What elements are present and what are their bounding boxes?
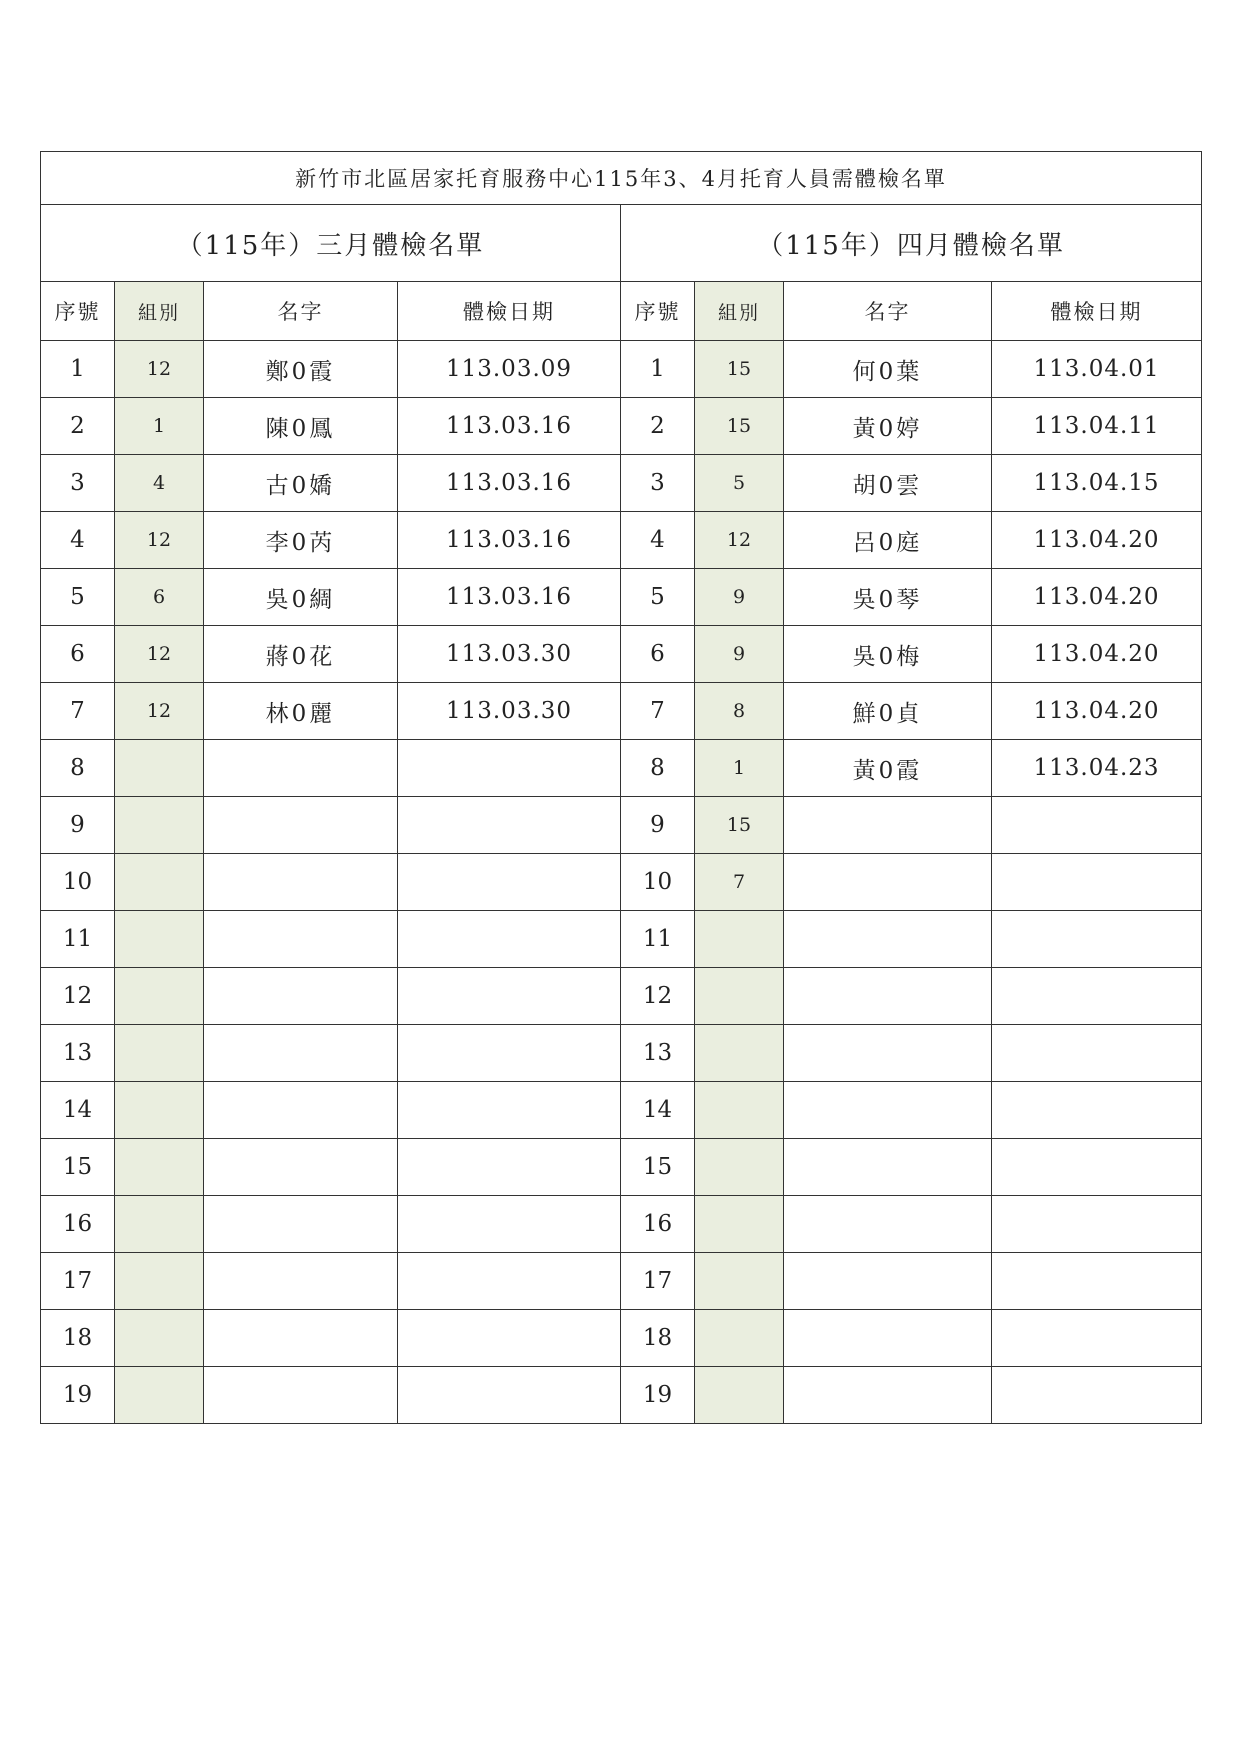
march-seq-cell: 16 (41, 1196, 115, 1253)
table-row (41, 1253, 1202, 1310)
march-date-cell (398, 797, 621, 854)
march-group-cell (115, 1139, 204, 1196)
march-seq-cell: 8 (41, 740, 115, 797)
march-group-cell: 12 (115, 512, 204, 569)
march-name-cell (204, 1367, 398, 1424)
april-group-cell: 9 (695, 626, 784, 683)
april-date-cell: 113.04.23 (992, 740, 1202, 797)
april-seq-cell: 9 (621, 797, 695, 854)
april-date-cell (992, 1367, 1202, 1424)
march-group-cell: 12 (115, 341, 204, 398)
table-row (41, 683, 1202, 740)
exam-list-table (40, 151, 1202, 1424)
april-name-cell (784, 1253, 992, 1310)
april-seq-cell: 13 (621, 1025, 695, 1082)
march-group-cell: 12 (115, 683, 204, 740)
march-name-cell (204, 1196, 398, 1253)
march-name-header: 名字 (204, 282, 398, 341)
april-group-cell (695, 1310, 784, 1367)
march-seq-cell: 15 (41, 1139, 115, 1196)
march-group-cell: 6 (115, 569, 204, 626)
april-group-cell: 7 (695, 854, 784, 911)
april-date-cell (992, 854, 1202, 911)
april-seq-cell: 7 (621, 683, 695, 740)
march-seq-cell: 18 (41, 1310, 115, 1367)
april-seq-cell: 8 (621, 740, 695, 797)
document-title: 新竹市北區居家托育服務中心115年3、4月托育人員需體檢名單 (41, 152, 1202, 205)
april-date-cell: 113.04.01 (992, 341, 1202, 398)
april-name-cell: 黃0霞 (784, 740, 992, 797)
april-seq-cell: 15 (621, 1139, 695, 1196)
table-row (41, 626, 1202, 683)
march-seq-cell: 9 (41, 797, 115, 854)
march-group-cell (115, 968, 204, 1025)
march-date-cell (398, 1310, 621, 1367)
april-seq-cell: 18 (621, 1310, 695, 1367)
column-header-row (41, 282, 1202, 341)
table-row (41, 854, 1202, 911)
april-date-cell (992, 1082, 1202, 1139)
march-seq-cell: 11 (41, 911, 115, 968)
april-name-cell: 吳0梅 (784, 626, 992, 683)
title-row (41, 152, 1202, 205)
april-seq-cell: 5 (621, 569, 695, 626)
april-name-cell: 呂0庭 (784, 512, 992, 569)
april-seq-cell: 17 (621, 1253, 695, 1310)
march-group-cell (115, 1025, 204, 1082)
april-seq-cell: 11 (621, 911, 695, 968)
march-date-cell: 113.03.16 (398, 455, 621, 512)
april-date-cell (992, 1310, 1202, 1367)
april-name-header: 名字 (784, 282, 992, 341)
march-name-cell (204, 1139, 398, 1196)
march-group-cell (115, 911, 204, 968)
march-name-cell (204, 911, 398, 968)
april-date-cell (992, 1253, 1202, 1310)
march-name-cell (204, 740, 398, 797)
march-name-cell (204, 854, 398, 911)
march-date-cell (398, 854, 621, 911)
march-group-cell (115, 1310, 204, 1367)
april-group-cell (695, 1253, 784, 1310)
april-date-cell (992, 1025, 1202, 1082)
april-name-cell: 何0葉 (784, 341, 992, 398)
april-name-cell (784, 1139, 992, 1196)
march-name-cell: 吳0綢 (204, 569, 398, 626)
april-group-cell: 12 (695, 512, 784, 569)
april-seq-cell: 12 (621, 968, 695, 1025)
april-date-cell: 113.04.20 (992, 512, 1202, 569)
march-seq-cell: 2 (41, 398, 115, 455)
march-date-cell (398, 1082, 621, 1139)
march-date-cell: 113.03.16 (398, 569, 621, 626)
table-row (41, 1196, 1202, 1253)
march-group-cell (115, 797, 204, 854)
april-group-cell (695, 911, 784, 968)
april-name-cell (784, 1025, 992, 1082)
table-row (41, 911, 1202, 968)
march-name-cell: 蔣0花 (204, 626, 398, 683)
march-date-cell (398, 1253, 621, 1310)
april-group-cell: 1 (695, 740, 784, 797)
march-name-cell: 李0芮 (204, 512, 398, 569)
march-name-cell: 陳0鳳 (204, 398, 398, 455)
table-row (41, 1367, 1202, 1424)
april-group-cell (695, 1082, 784, 1139)
april-group-cell (695, 1025, 784, 1082)
table-row (41, 1082, 1202, 1139)
table-row (41, 455, 1202, 512)
march-group-cell: 4 (115, 455, 204, 512)
march-date-cell (398, 1196, 621, 1253)
march-date-cell (398, 1139, 621, 1196)
march-date-cell: 113.03.16 (398, 398, 621, 455)
table-row (41, 1139, 1202, 1196)
april-group-cell (695, 1196, 784, 1253)
march-name-cell (204, 1310, 398, 1367)
april-group-cell (695, 968, 784, 1025)
april-name-cell (784, 968, 992, 1025)
april-seq-cell: 14 (621, 1082, 695, 1139)
march-group-cell: 12 (115, 626, 204, 683)
march-seq-cell: 10 (41, 854, 115, 911)
april-group-header: 組別 (695, 282, 784, 341)
table-row (41, 398, 1202, 455)
april-group-cell: 15 (695, 398, 784, 455)
april-date-cell: 113.04.11 (992, 398, 1202, 455)
april-date-cell: 113.04.20 (992, 569, 1202, 626)
march-name-cell (204, 1025, 398, 1082)
march-group-cell: 1 (115, 398, 204, 455)
march-date-cell (398, 968, 621, 1025)
april-name-cell (784, 911, 992, 968)
april-group-cell: 15 (695, 797, 784, 854)
march-group-cell (115, 1253, 204, 1310)
march-seq-cell: 4 (41, 512, 115, 569)
march-seq-cell: 6 (41, 626, 115, 683)
march-seq-cell: 7 (41, 683, 115, 740)
april-name-cell: 胡0雲 (784, 455, 992, 512)
april-group-cell: 9 (695, 569, 784, 626)
april-group-cell: 5 (695, 455, 784, 512)
april-name-cell: 黃0婷 (784, 398, 992, 455)
march-group-cell (115, 740, 204, 797)
april-heading: （115年）四月體檢名單 (621, 205, 1202, 282)
march-date-cell (398, 911, 621, 968)
april-seq-cell: 19 (621, 1367, 695, 1424)
april-date-cell: 113.04.20 (992, 683, 1202, 740)
march-seq-cell: 12 (41, 968, 115, 1025)
march-name-cell (204, 968, 398, 1025)
april-seq-cell: 6 (621, 626, 695, 683)
table-row (41, 797, 1202, 854)
april-name-cell (784, 1196, 992, 1253)
april-date-cell: 113.04.15 (992, 455, 1202, 512)
april-date-cell (992, 1196, 1202, 1253)
march-name-cell: 古0嬌 (204, 455, 398, 512)
april-name-cell (784, 1367, 992, 1424)
march-date-cell (398, 740, 621, 797)
march-date-cell: 113.03.16 (398, 512, 621, 569)
march-date-cell (398, 1367, 621, 1424)
march-seq-cell: 17 (41, 1253, 115, 1310)
march-group-cell (115, 854, 204, 911)
april-seq-cell: 2 (621, 398, 695, 455)
section-row (41, 205, 1202, 282)
march-seq-cell: 1 (41, 341, 115, 398)
march-heading: （115年）三月體檢名單 (41, 205, 621, 282)
table-row (41, 1025, 1202, 1082)
march-name-cell: 鄭0霞 (204, 341, 398, 398)
april-date-cell (992, 797, 1202, 854)
april-group-cell: 8 (695, 683, 784, 740)
march-seq-cell: 19 (41, 1367, 115, 1424)
april-date-cell (992, 911, 1202, 968)
march-seq-cell: 3 (41, 455, 115, 512)
table-row (41, 512, 1202, 569)
april-date-cell (992, 968, 1202, 1025)
table-row (41, 740, 1202, 797)
april-seq-cell: 1 (621, 341, 695, 398)
march-seq-header: 序號 (41, 282, 115, 341)
april-name-cell (784, 1082, 992, 1139)
march-name-cell (204, 797, 398, 854)
march-date-header: 體檢日期 (398, 282, 621, 341)
march-date-cell (398, 1025, 621, 1082)
april-date-header: 體檢日期 (992, 282, 1202, 341)
table-row (41, 968, 1202, 1025)
march-date-cell: 113.03.09 (398, 341, 621, 398)
march-date-cell: 113.03.30 (398, 626, 621, 683)
march-group-header: 組別 (115, 282, 204, 341)
april-date-cell: 113.04.20 (992, 626, 1202, 683)
april-name-cell: 吳0琴 (784, 569, 992, 626)
april-group-cell (695, 1139, 784, 1196)
april-seq-cell: 16 (621, 1196, 695, 1253)
april-name-cell (784, 1310, 992, 1367)
april-name-cell (784, 854, 992, 911)
april-seq-header: 序號 (621, 282, 695, 341)
march-date-cell: 113.03.30 (398, 683, 621, 740)
march-seq-cell: 13 (41, 1025, 115, 1082)
april-group-cell (695, 1367, 784, 1424)
march-name-cell (204, 1082, 398, 1139)
april-name-cell (784, 797, 992, 854)
march-group-cell (115, 1196, 204, 1253)
april-seq-cell: 4 (621, 512, 695, 569)
april-group-cell: 15 (695, 341, 784, 398)
table-row (41, 1310, 1202, 1367)
march-group-cell (115, 1082, 204, 1139)
march-group-cell (115, 1367, 204, 1424)
march-name-cell (204, 1253, 398, 1310)
april-date-cell (992, 1139, 1202, 1196)
march-seq-cell: 14 (41, 1082, 115, 1139)
march-name-cell: 林0麗 (204, 683, 398, 740)
table-row (41, 341, 1202, 398)
april-seq-cell: 3 (621, 455, 695, 512)
april-name-cell: 鮮0貞 (784, 683, 992, 740)
table-row (41, 569, 1202, 626)
march-seq-cell: 5 (41, 569, 115, 626)
april-seq-cell: 10 (621, 854, 695, 911)
